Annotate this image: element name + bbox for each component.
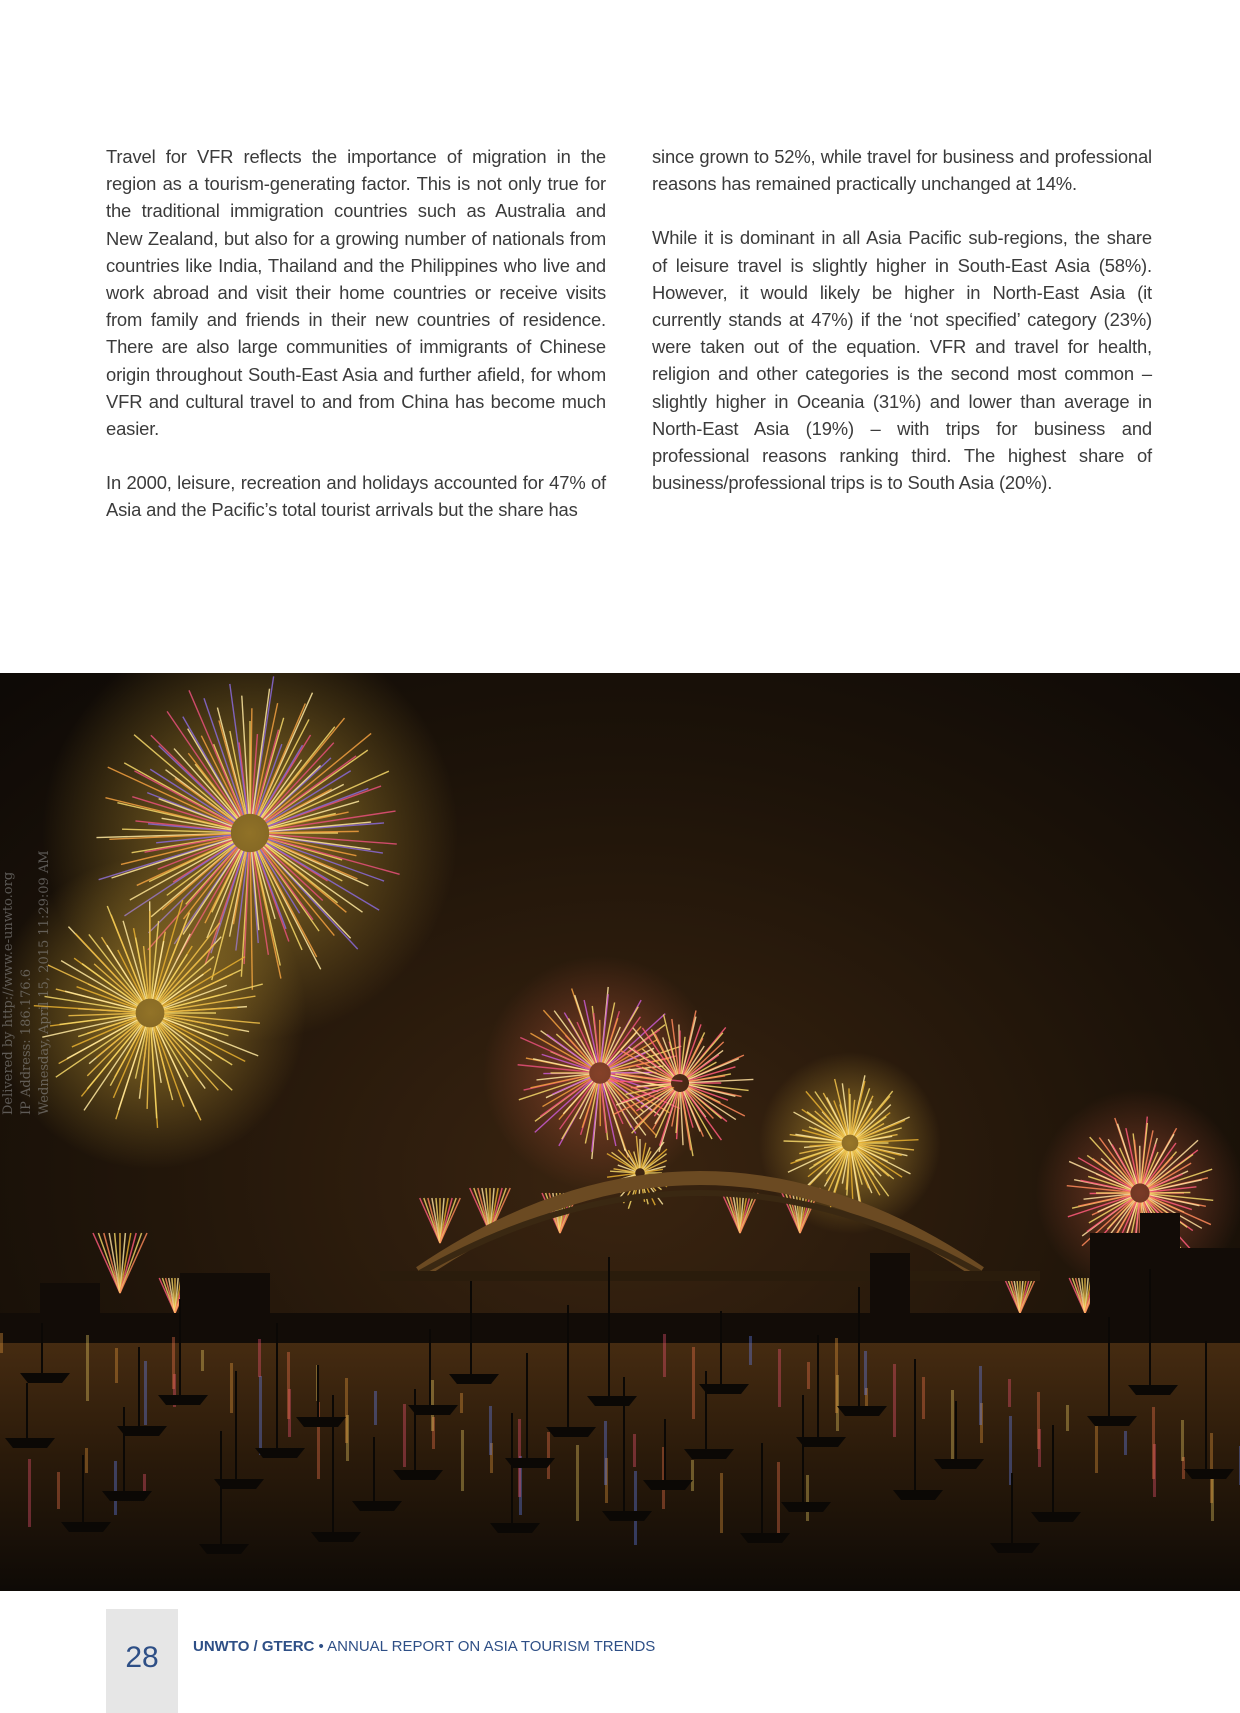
light-reflection (85, 1448, 88, 1473)
light-reflection (634, 1471, 637, 1545)
light-reflection (806, 1475, 809, 1521)
light-reflection (144, 1361, 147, 1425)
boat (684, 1449, 734, 1459)
paragraph: While it is dominant in all Asia Pacific sub-regions, the share of leisure travel is slightly higher in South-East Asia (58%). However, it would likely be higher in North-East Asia (it currently stands at 47%) if the ‘not specified’ category (23%) were taken out of the equation. VFR and travel for health, religion and other categories is the second most common – slightly higher in Oceania (31%) and lower than average in North-East Asia (19%) – with trips for business and professional reasons ranking third. The highest share of business/professional trips is to South Asia (20%). (652, 227, 1152, 494)
light-reflection (864, 1351, 867, 1395)
boat (990, 1543, 1040, 1553)
boat (311, 1532, 361, 1542)
watermark-line: IP Address: 186.176.6 (19, 969, 34, 1115)
boat (393, 1470, 443, 1480)
right-column (652, 143, 1152, 551)
boat (602, 1511, 652, 1521)
light-reflection (460, 1393, 463, 1413)
fireworks-photo (0, 673, 1240, 1591)
light-reflection (201, 1350, 204, 1371)
light-reflection (403, 1404, 406, 1467)
boat (1031, 1512, 1081, 1522)
boat (837, 1406, 887, 1416)
paragraph: since grown to 52%, while travel for business and professional reasons has remained practically unchanged at 14%. (652, 146, 1152, 195)
light-reflection (0, 1333, 3, 1353)
footer-org: UNWTO / GTERC (193, 1638, 315, 1655)
light-reflection (1095, 1418, 1098, 1473)
light-reflection (259, 1376, 262, 1455)
light-reflection (1181, 1420, 1184, 1461)
light-reflection (807, 1362, 810, 1389)
light-reflection (86, 1335, 89, 1401)
light-reflection (1152, 1407, 1155, 1479)
watermark-line: Wednesday, April 15, 2015 11:29:09 AM (37, 850, 52, 1115)
boat (352, 1501, 402, 1511)
running-footer (193, 1638, 655, 1655)
paragraph: Travel for VFR reflects the importance of migration in the region as a tourism-generating factor. This is not only true for the traditional immigration countries such as Australia and New Zealand, but also for a growing number of nationals from countries like India, Thailand and the Philippines who live and work abroad and visit their home countries or receive visits from family and friends in their new countries of residence. There are also large communities of immigrants of Chinese origin throughout South-East Asia and further afield, for whom VFR and cultural travel to and from China has become much easier. (106, 146, 606, 440)
light-reflection (461, 1430, 464, 1491)
boat (546, 1427, 596, 1437)
boat (1184, 1469, 1234, 1479)
light-reflection (1008, 1379, 1011, 1407)
boat (490, 1523, 540, 1533)
boat (740, 1533, 790, 1543)
light-reflection (28, 1459, 31, 1527)
footer-title: ANNUAL REPORT ON ASIA TOURISM TRENDS (327, 1638, 656, 1655)
light-reflection (1066, 1405, 1069, 1431)
boat (61, 1522, 111, 1532)
footer-separator: • (314, 1638, 328, 1655)
boat (781, 1502, 831, 1512)
left-column (106, 143, 606, 551)
light-reflection (230, 1363, 233, 1413)
light-reflection (547, 1432, 550, 1479)
boat (296, 1417, 346, 1427)
light-reflection (692, 1347, 695, 1419)
light-reflection (893, 1364, 896, 1437)
light-reflection (576, 1445, 579, 1521)
light-reflection (720, 1473, 723, 1533)
light-reflection (778, 1349, 781, 1407)
light-reflection (663, 1334, 666, 1377)
light-reflection (691, 1460, 694, 1491)
boat (255, 1448, 305, 1458)
boat (1087, 1416, 1137, 1426)
light-reflection (835, 1338, 838, 1413)
paragraph: In 2000, leisure, recreation and holidays accounted for 47% of Asia and the Pacific’s total tourist arrivals but the share has (106, 472, 606, 521)
light-reflection (979, 1366, 982, 1425)
light-reflection (1210, 1433, 1213, 1503)
boat (449, 1374, 499, 1384)
article-body (106, 143, 1152, 551)
light-reflection (951, 1390, 954, 1461)
page-number-box (106, 1609, 178, 1713)
boat (643, 1480, 693, 1490)
light-reflection (374, 1391, 377, 1425)
boat (20, 1373, 70, 1383)
boat (5, 1438, 55, 1448)
light-reflection (258, 1339, 261, 1377)
boat (1128, 1385, 1178, 1395)
light-reflection (287, 1352, 290, 1419)
light-reflection (114, 1461, 117, 1515)
boat (587, 1396, 637, 1406)
light-reflection (1124, 1431, 1127, 1455)
light-reflection (633, 1434, 636, 1467)
light-reflection (777, 1462, 780, 1539)
light-reflection (922, 1377, 925, 1419)
light-reflection (604, 1421, 607, 1485)
light-reflection (1037, 1392, 1040, 1449)
light-reflection (172, 1337, 175, 1389)
boat (893, 1490, 943, 1500)
fireworks-illustration (0, 673, 1240, 1591)
watermark-line: Delivered by http://www.e-unwto.org (1, 871, 16, 1115)
boat (934, 1459, 984, 1469)
light-reflection (749, 1336, 752, 1365)
light-reflection (115, 1348, 118, 1383)
light-reflection (57, 1472, 60, 1509)
light-reflection (489, 1406, 492, 1455)
page-number: 28 (125, 1641, 159, 1674)
light-reflection (345, 1378, 348, 1443)
boat (199, 1544, 249, 1554)
boat (158, 1395, 208, 1405)
boat (102, 1491, 152, 1501)
